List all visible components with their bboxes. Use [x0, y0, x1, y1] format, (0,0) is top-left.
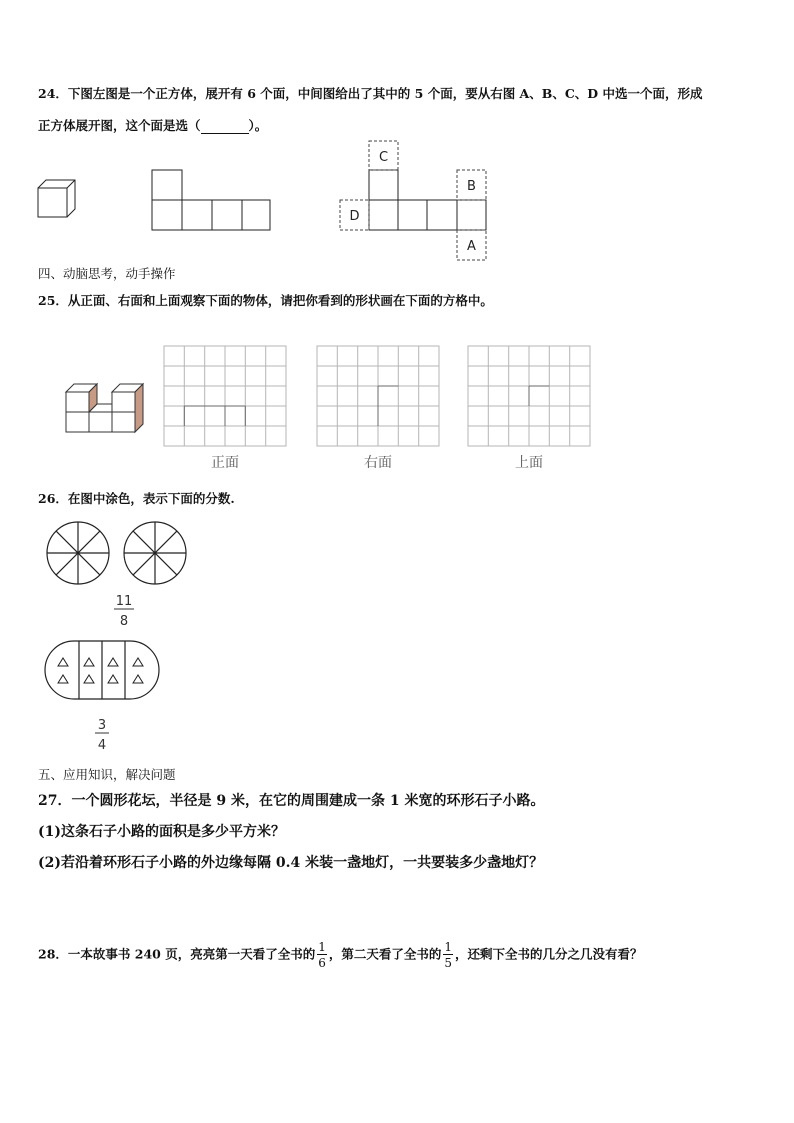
q26-text: 26．在图中涂色，表示下面的分数. — [38, 491, 235, 506]
q28-fraction-1-num: 1 — [318, 940, 326, 954]
frac2-numerator: 3 — [97, 718, 107, 733]
q27-sub1: (1)这条石子小路的面积是多少平方米？ — [38, 824, 285, 840]
q28-fraction-1-den: 6 — [318, 956, 326, 970]
stadium-quarters[interactable] — [45, 641, 159, 699]
q28-fraction-1 — [317, 941, 327, 969]
cube-figure — [38, 180, 75, 217]
front-view-grid[interactable] — [164, 346, 286, 446]
front-view-label: 正面 — [211, 455, 239, 471]
q28-text-mid: ，第二天看了全书的 — [328, 946, 442, 962]
option-d-label: D — [349, 209, 360, 224]
frac1-numerator: 11 — [115, 594, 133, 609]
q24-text-line1: 24．下图左图是一个正方体，展开有 6 个面，中间图给出了其中的 5 个面，要从右图 A、B、C、D 中选一个面，形成 — [38, 86, 703, 101]
top-view-grid[interactable] — [468, 346, 590, 446]
option-net-figure — [340, 141, 486, 260]
q24-text-line2-pre: 正方体展开图，这个面是选（ — [38, 118, 201, 133]
q27-text: 27．一个圆形花坛，半径是 9 米，在它的周围建成一条 1 米宽的环形石子小路。 — [38, 793, 545, 809]
block-object-figure — [66, 384, 143, 432]
frac2-denominator: 4 — [97, 738, 107, 753]
q25-figures — [0, 340, 794, 480]
section4-heading: 四、动脑思考，动手操作 — [38, 266, 176, 281]
q28-fraction-2-num: 1 — [444, 940, 452, 954]
option-a-label: A — [467, 239, 476, 254]
q24-answer-blank[interactable] — [201, 118, 249, 134]
q28-fraction-2-den: 5 — [444, 956, 452, 970]
q27-sub2: (2)若沿着环形石子小路的外边缘每隔 0.4 米装一盏地灯，一共要装多少盏地灯？ — [38, 855, 544, 871]
right-view-label: 右面 — [364, 455, 392, 471]
option-b-label: B — [467, 179, 476, 194]
q24-text-line2 — [38, 116, 267, 134]
top-view-label: 上面 — [515, 455, 543, 471]
q26-figures — [0, 518, 260, 763]
q28-fraction-2 — [443, 941, 453, 969]
circle-eighths-1[interactable] — [47, 522, 109, 584]
right-view-grid[interactable] — [317, 346, 439, 446]
circle-eighths-2[interactable] — [124, 522, 186, 584]
q28-text-pre: 28．一本故事书 240 页，亮亮第一天看了全书的 — [38, 946, 316, 962]
q28-text-post: ，还剩下全书的几分之几没有看？ — [455, 946, 643, 962]
frac1-denominator: 8 — [119, 614, 129, 629]
section5-heading: 五、应用知识，解决问题 — [38, 767, 176, 782]
q24-text-line2-post: ）。 — [248, 118, 268, 133]
q25-text: 25．从正面、右面和上面观察下面的物体，请把你看到的形状画在下面的方格中。 — [38, 293, 493, 308]
q24-figures — [0, 138, 794, 262]
option-c-label: C — [378, 150, 389, 165]
q28-text — [38, 941, 643, 969]
partial-net-figure — [152, 170, 270, 230]
